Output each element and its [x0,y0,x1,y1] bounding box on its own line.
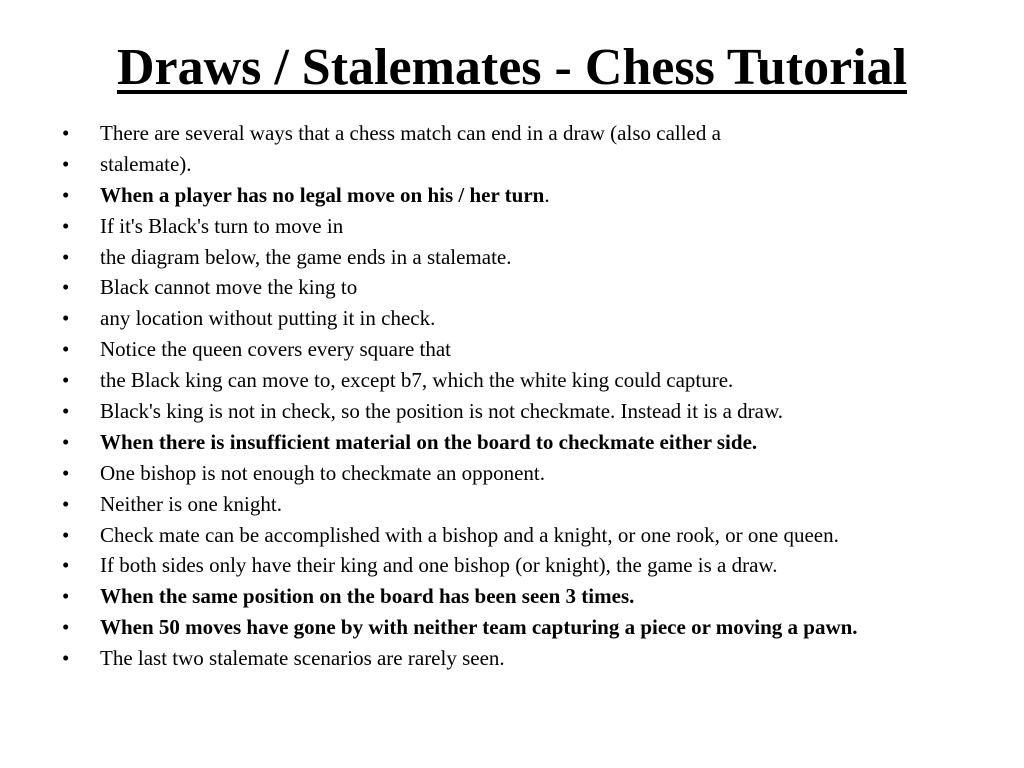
bullet-dot: • [62,460,70,485]
bullet-item [62,153,962,175]
bullet-dot: • [62,429,70,454]
bullet-dot: • [62,615,70,640]
bullet-suffix: . [544,182,550,207]
bullet-item [62,431,962,453]
bullet-text: the diagram below, the game ends in a stalemate. [100,244,512,269]
bullet-text: Neither is one knight. [100,491,282,516]
bullet-item [62,554,962,576]
bullet-dot: • [62,306,70,331]
bullet-dot: • [62,522,70,547]
bullet-item [62,647,962,669]
bullet-text: The last two stalemate scenarios are rarely seen. [100,646,505,671]
bullet-text: When there is insufficient material on the board to checkmate either side. [100,429,758,454]
bullet-item [62,400,962,422]
bullet-text: If it's Black's turn to move in [100,213,344,238]
bullet-item [62,122,962,144]
bullet-text: the Black king can move to, except b7, which the white king could capture. [100,368,734,393]
bullet-item [62,493,962,515]
bullet-list [62,122,962,678]
bullet-dot: • [62,182,70,207]
bullet-item [62,184,962,206]
bullet-text: Black cannot move the king to [100,275,358,300]
bullet-dot: • [62,337,70,362]
bullet-item [62,616,962,638]
bullet-dot: • [62,244,70,269]
bullet-item [62,369,962,391]
bullet-text: There are several ways that a chess match can end in a draw (also called a [100,121,721,145]
bullet-text: When the same position on the board has been seen 3 times. [100,584,635,609]
bullet-dot: • [62,121,70,145]
bullet-text: Black's king is not in check, so the position is not checkmate. Instead it is a draw. [100,399,784,424]
bullet-item [62,585,962,607]
bullet-item [62,276,962,298]
bullet-text: When a player has no legal move on his / her turn [100,182,545,207]
bullet-item [62,338,962,360]
bullet-text: any location without putting it in check. [100,306,436,331]
bullet-dot: • [62,584,70,609]
bullet-item [62,246,962,268]
slide-title: Draws / Stalemates - Chess Tutorial [116,39,908,96]
bullet-dot: • [62,213,70,238]
bullet-text: One bishop is not enough to checkmate an opponent. [100,460,545,485]
bullet-text: If both sides only have their king and one bishop (or knight), the game is a draw. [100,553,778,578]
bullet-item [62,307,962,329]
bullet-text: stalemate). [100,151,192,176]
bullet-dot: • [62,368,70,393]
bullet-text: When 50 moves have gone by with neither team capturing a piece or moving a pawn. [100,615,858,640]
bullet-text: Notice the queen covers every square that [100,337,452,362]
bullet-dot: • [62,491,70,516]
bullet-dot: • [62,399,70,424]
bullet-dot: • [62,553,70,578]
bullet-item [62,524,962,546]
bullet-dot: • [62,646,70,671]
bullet-item [62,215,962,237]
bullet-dot: • [62,275,70,300]
bullet-text: Check mate can be accomplished with a bishop and a knight, or one rook, or one queen. [100,522,839,547]
bullet-dot: • [62,151,70,176]
bullet-item [62,462,962,484]
